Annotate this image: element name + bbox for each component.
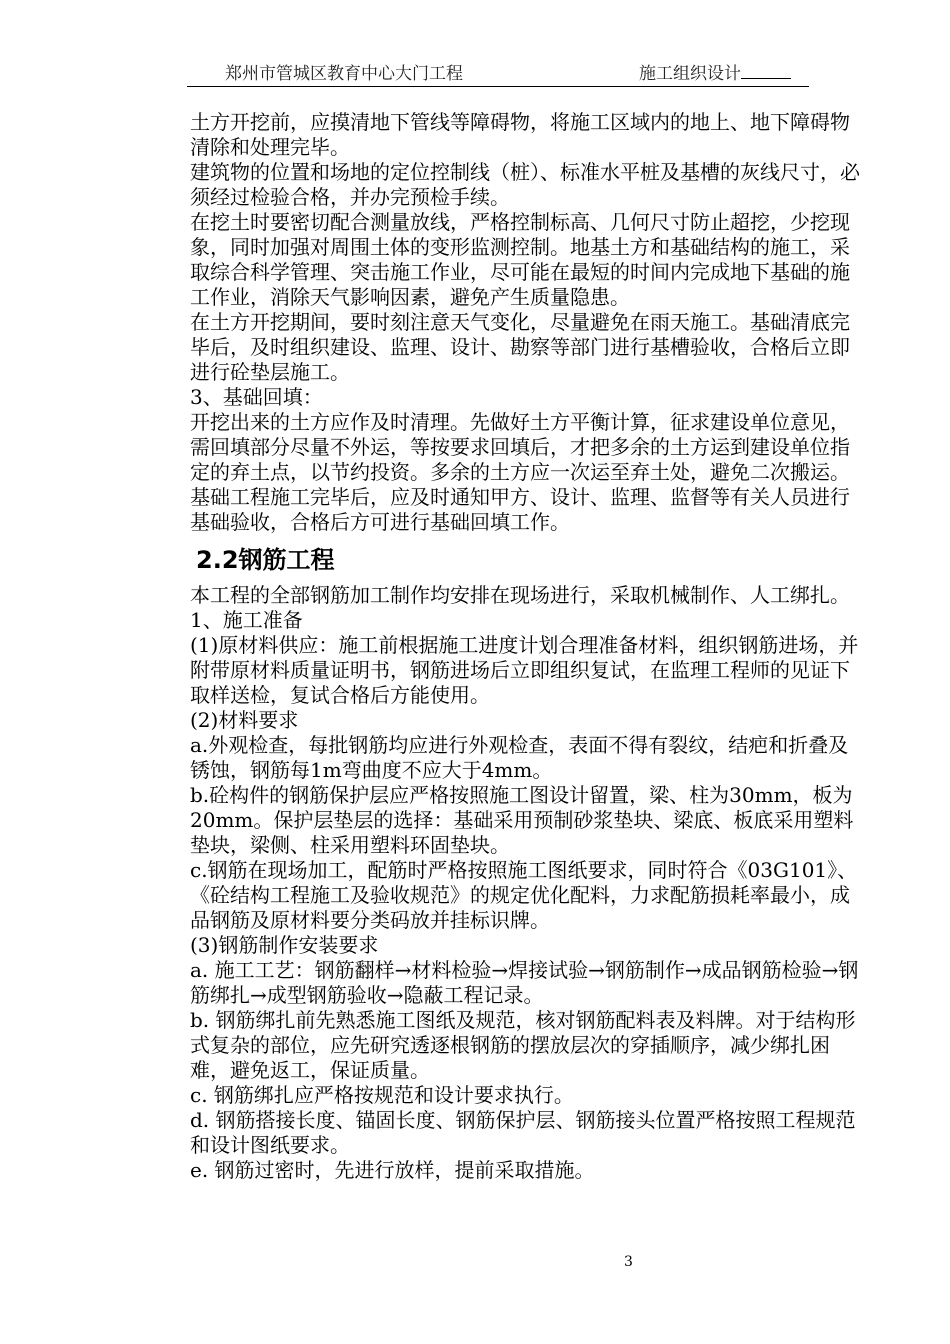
paragraph: 1、施工准备 bbox=[190, 608, 303, 632]
paragraph: 土方开挖前，应摸清地下管线等障碍物，将施工区域内的地上、地下障碍物清除和处理完毕。 bbox=[190, 110, 850, 159]
header-doc-type bbox=[639, 62, 791, 86]
header-doc-type-text: 施工组织设计 bbox=[639, 64, 741, 84]
paragraph: a. 施工工艺：钢筋翻样→材料检验→焊接试验→钢筋制作→成品钢筋检验→钢筋绑扎→成型钢筋验收→隐蔽工程记录。 bbox=[190, 958, 859, 1007]
section-heading: 2.2钢筋工程 bbox=[196, 546, 335, 574]
paragraph: c.钢筋在现场加工，配筋时严格按照施工图纸要求，同时符合《03G101》、《砼结构工程施工及验收规范》的规定优化配料，力求配筋损耗率最小，成品钢筋及原材料要分类码放并挂标识牌。 bbox=[190, 858, 858, 932]
page-number: 3 bbox=[624, 1254, 633, 1270]
paragraph: b.砼构件的钢筋保护层应严格按照施工图设计留置，梁、柱为30mm，板为20mm。保护层垫层的选择：基础采用预制砂浆垫块、梁底、板底采用塑料垫块，梁侧、柱采用塑料环固垫块。 bbox=[190, 783, 854, 857]
paragraph: 基础工程施工完毕后，应及时通知甲方、设计、监理、监督等有关人员进行基础验收，合格后方可进行基础回填工作。 bbox=[190, 485, 850, 534]
paragraph: 3、基础回填： bbox=[190, 385, 323, 409]
paragraph: c. 钢筋绑扎应严格按规范和设计要求执行。 bbox=[190, 1083, 574, 1107]
document-body bbox=[190, 110, 860, 1183]
paragraph: e. 钢筋过密时，先进行放样，提前采取措施。 bbox=[190, 1158, 595, 1182]
paragraph: b. 钢筋绑扎前先熟悉施工图纸及规范，核对钢筋配料表及料牌。对于结构形式复杂的部位，应先研究透逐根钢筋的摆放层次的穿插顺序，减少绑扎困难，避免返工，保证质量。 bbox=[190, 1008, 856, 1082]
paragraph: 开挖出来的土方应作及时清理。先做好土方平衡计算，征求建设单位意见，需回填部分尽量不外运，等按要求回填后，才把多余的土方运到建设单位指定的弃土点，以节约投资。多余的土方应一次运至弃土处，避免二次搬运。 bbox=[190, 410, 850, 484]
header-underline-blank bbox=[741, 63, 791, 79]
paragraph: (3)钢筋制作安装要求 bbox=[190, 933, 379, 957]
paragraph: d. 钢筋搭接长度、锚固长度、钢筋保护层、钢筋接头位置严格按照工程规范和设计图纸要求。 bbox=[190, 1108, 856, 1157]
page-header bbox=[187, 62, 809, 87]
paragraph-group-earthwork bbox=[190, 110, 860, 535]
paragraph: 本工程的全部钢筋加工制作均安排在现场进行，采取机械制作、人工绑扎。 bbox=[190, 583, 850, 607]
paragraph: (2)材料要求 bbox=[190, 708, 299, 732]
paragraph: 建筑物的位置和场地的定位控制线（桩）、标准水平桩及基槽的灰线尺寸，必须经过检验合格，并办完预检手续。 bbox=[190, 160, 860, 209]
paragraph: a.外观检查，每批钢筋均应进行外观检查，表面不得有裂纹，结疤和折叠及锈蚀，钢筋每1m弯曲度不应大于4mm。 bbox=[190, 733, 849, 782]
paragraph: 在土方开挖期间，要时刻注意天气变化，尽量避免在雨天施工。基础清底完毕后，及时组织建设、监理、设计、勘察等部门进行基槽验收，合格后立即进行砼垫层施工。 bbox=[190, 310, 850, 384]
header-project-title: 郑州市管城区教育中心大门工程 bbox=[225, 64, 463, 84]
paragraph: (1)原材料供应：施工前根据施工进度计划合理准备材料，组织钢筋进场，并附带原材料质量证明书，钢筋进场后立即组织复试，在监理工程师的见证下取样送检，复试合格后方能使用。 bbox=[190, 633, 859, 707]
paragraph: 在挖土时要密切配合测量放线，严格控制标高、几何尺寸防止超挖，少挖现象，同时加强对周围土体的变形监测控制。地基土方和基础结构的施工，采取综合科学管理、突击施工作业，尽可能在最短的时间内完成地下基础的施工作业，消除天气影响因素，避免产生质量隐患。 bbox=[190, 210, 850, 309]
paragraph-group-rebar bbox=[190, 583, 860, 1183]
